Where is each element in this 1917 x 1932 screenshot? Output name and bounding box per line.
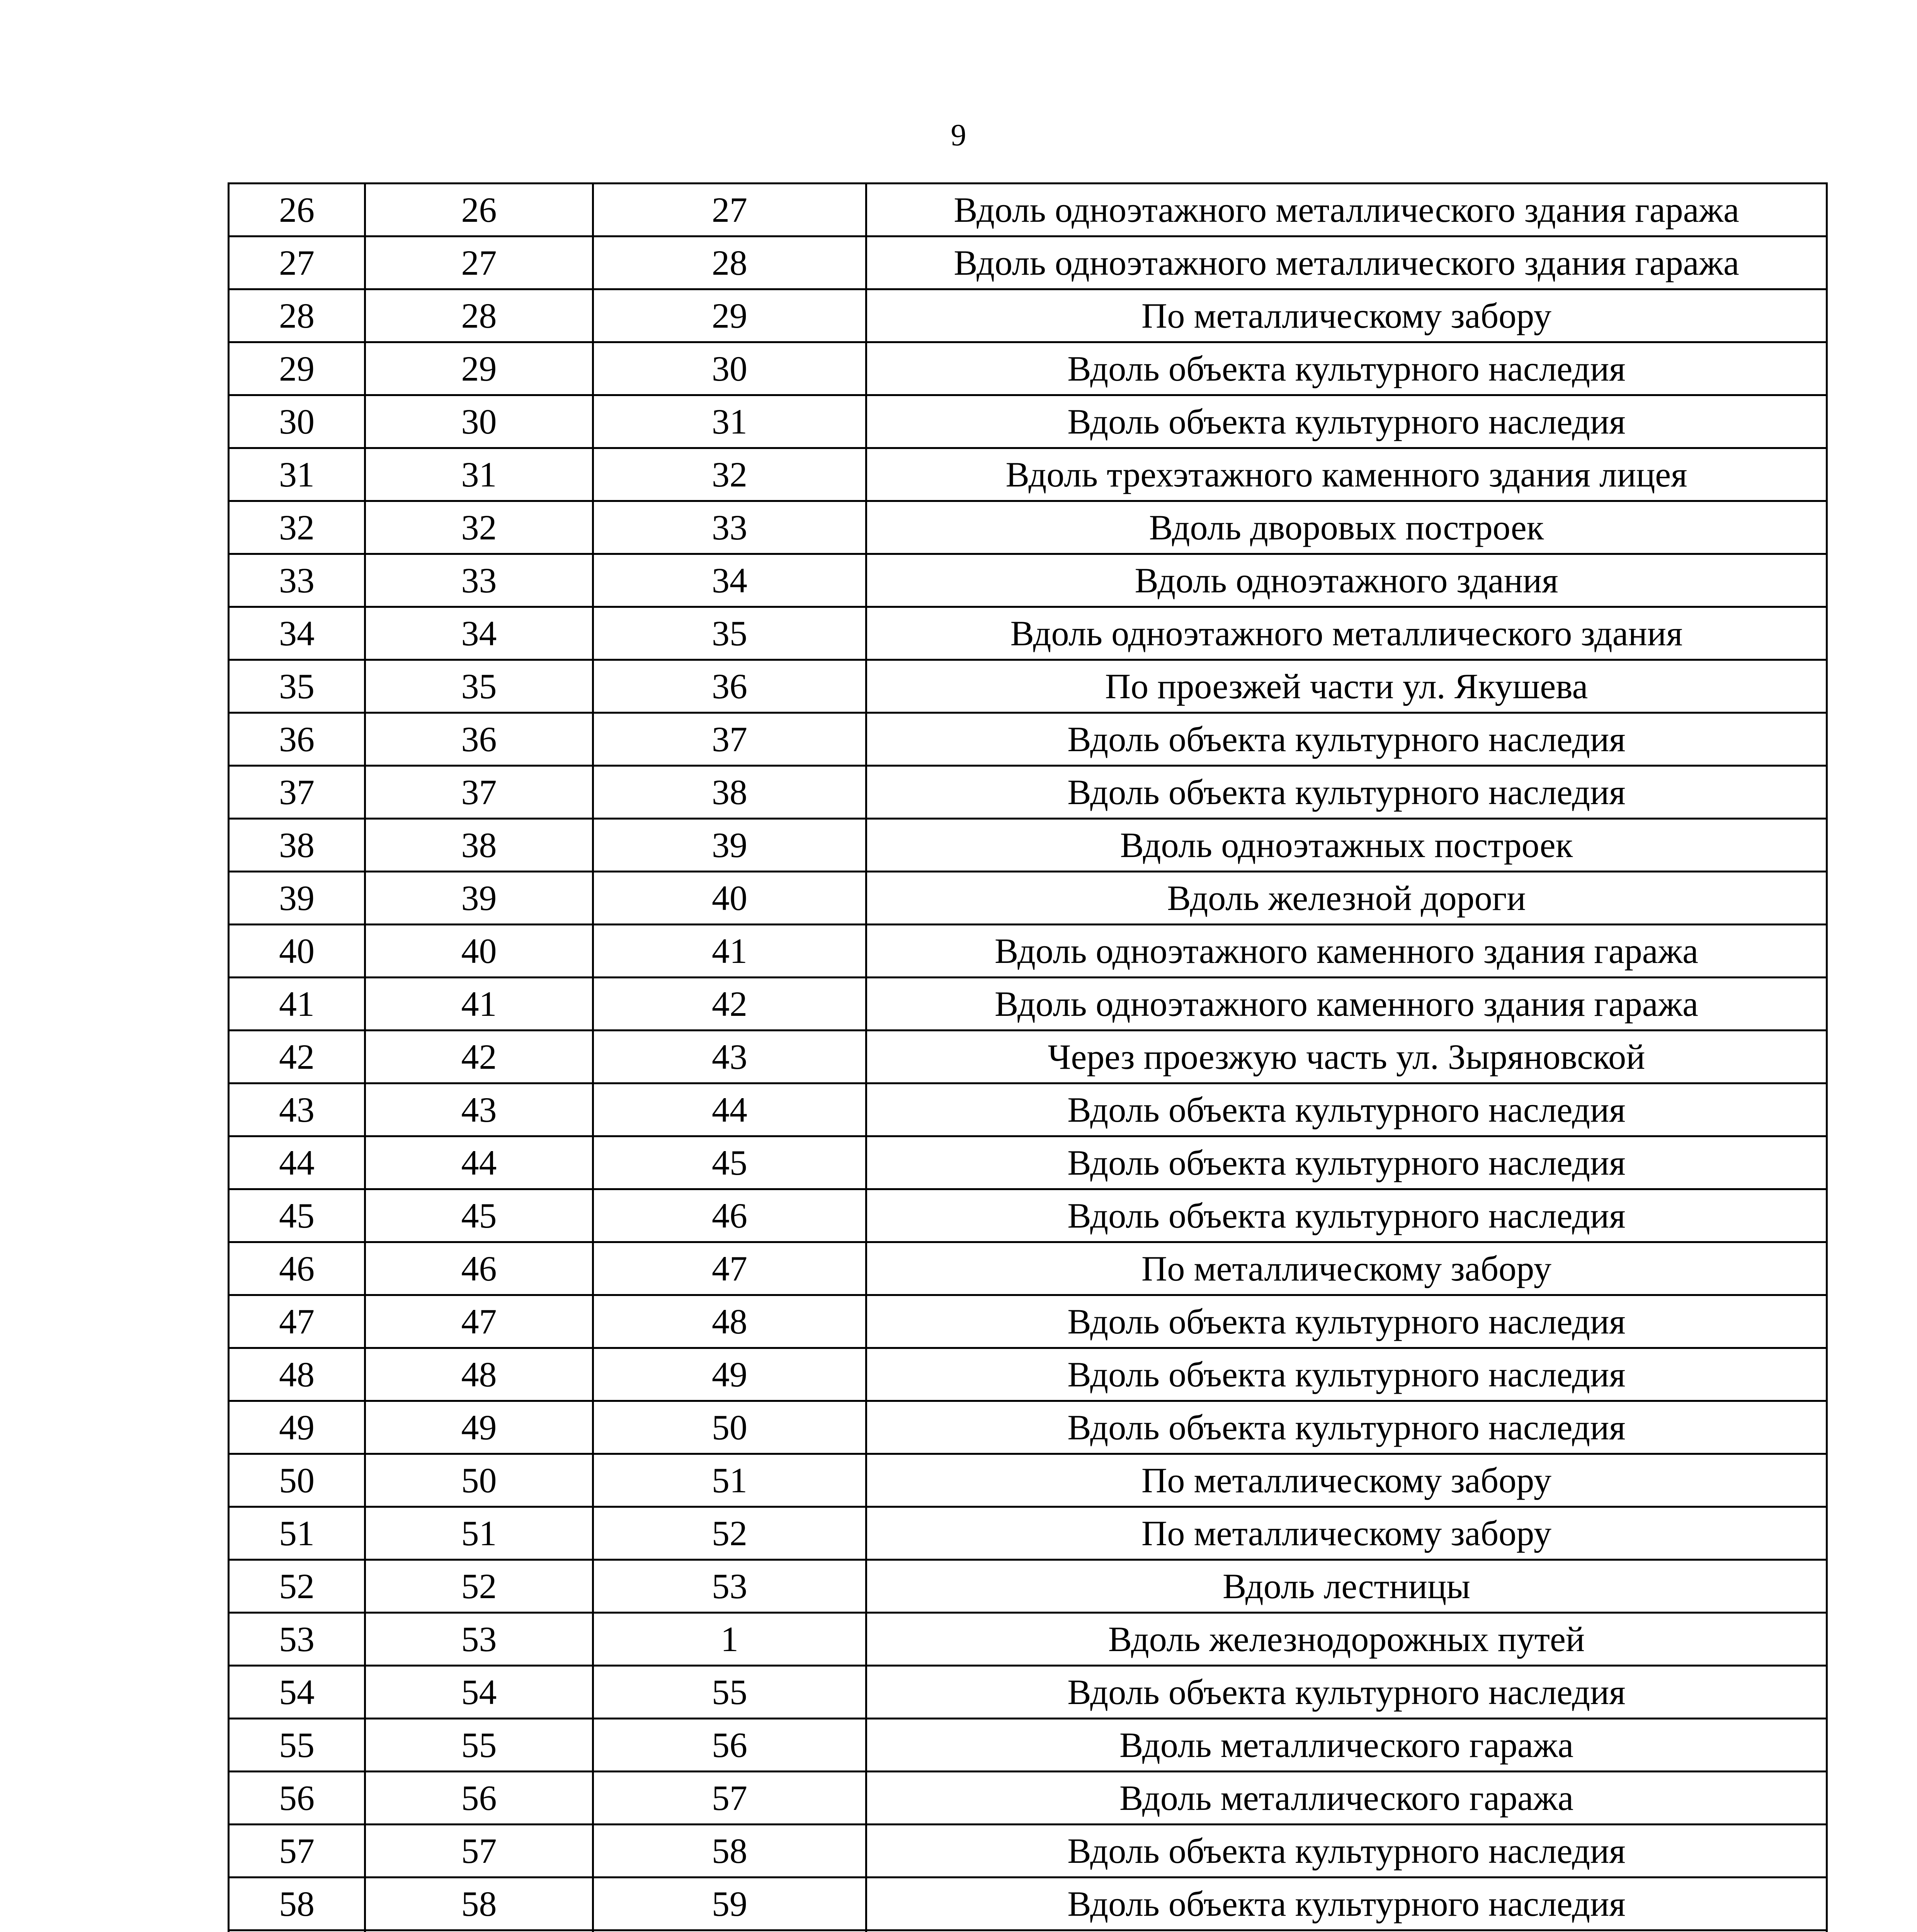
table-row xyxy=(229,554,1827,607)
table-row xyxy=(229,236,1827,289)
point-number-cell: 46 xyxy=(229,1242,365,1295)
boundary-description-cell: По металлическому забору xyxy=(866,1507,1827,1560)
boundary-description-cell: Вдоль объекта культурного наследия xyxy=(866,1666,1827,1719)
boundary-description-cell: Вдоль лестницы xyxy=(866,1560,1827,1613)
segment-from-cell: 40 xyxy=(365,925,593,978)
table-row xyxy=(229,925,1827,978)
segment-from-cell: 36 xyxy=(365,713,593,766)
segment-from-cell: 43 xyxy=(365,1083,593,1136)
segment-from-cell: 52 xyxy=(365,1560,593,1613)
segment-to-cell: 50 xyxy=(593,1401,866,1454)
page-number: 9 xyxy=(951,118,966,152)
table-row xyxy=(229,713,1827,766)
segment-to-cell: 34 xyxy=(593,554,866,607)
point-number-cell: 41 xyxy=(229,978,365,1031)
segment-from-cell: 29 xyxy=(365,342,593,395)
segment-from-cell: 51 xyxy=(365,1507,593,1560)
segment-to-cell: 46 xyxy=(593,1189,866,1242)
point-number-cell: 37 xyxy=(229,766,365,819)
boundary-description-cell: Вдоль одноэтажных построек xyxy=(866,819,1827,872)
segment-from-cell: 34 xyxy=(365,607,593,660)
segment-from-cell: 28 xyxy=(365,289,593,342)
segment-to-cell: 47 xyxy=(593,1242,866,1295)
table-body xyxy=(229,184,1827,1932)
table-row xyxy=(229,1242,1827,1295)
table-row xyxy=(229,766,1827,819)
table-row xyxy=(229,1772,1827,1825)
boundary-description-cell: Вдоль объекта культурного наследия xyxy=(866,766,1827,819)
table-row xyxy=(229,1348,1827,1401)
segment-to-cell: 33 xyxy=(593,501,866,554)
segment-to-cell: 53 xyxy=(593,1560,866,1613)
segment-from-cell: 53 xyxy=(365,1613,593,1666)
point-number-cell: 57 xyxy=(229,1825,365,1878)
boundary-description-cell: По проезжей части ул. Якушева xyxy=(866,660,1827,713)
segment-from-cell: 58 xyxy=(365,1878,593,1930)
boundary-description-cell: Вдоль металлического гаража xyxy=(866,1772,1827,1825)
point-number-cell: 27 xyxy=(229,236,365,289)
table-row xyxy=(229,1613,1827,1666)
segment-from-cell: 37 xyxy=(365,766,593,819)
point-number-cell: 56 xyxy=(229,1772,365,1825)
boundary-description-cell: Вдоль одноэтажного здания xyxy=(866,554,1827,607)
point-number-cell: 53 xyxy=(229,1613,365,1666)
segment-to-cell: 51 xyxy=(593,1454,866,1507)
point-number-cell: 58 xyxy=(229,1878,365,1930)
segment-to-cell: 40 xyxy=(593,872,866,925)
segment-from-cell: 26 xyxy=(365,184,593,236)
boundary-description-cell: Вдоль объекта культурного наследия xyxy=(866,1136,1827,1189)
boundary-description-cell: Вдоль объекта культурного наследия xyxy=(866,1083,1827,1136)
boundary-description-cell: Вдоль объекта культурного наследия xyxy=(866,1825,1827,1878)
segment-to-cell: 44 xyxy=(593,1083,866,1136)
segment-from-cell: 27 xyxy=(365,236,593,289)
segment-from-cell: 32 xyxy=(365,501,593,554)
table-row xyxy=(229,1560,1827,1613)
point-number-cell: 31 xyxy=(229,448,365,501)
segment-from-cell: 47 xyxy=(365,1295,593,1348)
table-row xyxy=(229,1454,1827,1507)
point-number-cell: 34 xyxy=(229,607,365,660)
boundary-description-cell: Вдоль объекта культурного наследия xyxy=(866,1348,1827,1401)
segment-to-cell: 30 xyxy=(593,342,866,395)
table-row xyxy=(229,342,1827,395)
segment-to-cell: 37 xyxy=(593,713,866,766)
boundary-description-cell: Вдоль одноэтажного каменного здания гаража xyxy=(866,925,1827,978)
table-row xyxy=(229,1825,1827,1878)
table-row xyxy=(229,1189,1827,1242)
point-number-cell: 40 xyxy=(229,925,365,978)
segment-from-cell: 57 xyxy=(365,1825,593,1878)
table-row xyxy=(229,1878,1827,1930)
point-number-cell: 39 xyxy=(229,872,365,925)
table-row xyxy=(229,395,1827,448)
segment-from-cell: 56 xyxy=(365,1772,593,1825)
point-number-cell: 32 xyxy=(229,501,365,554)
table-row xyxy=(229,1136,1827,1189)
segment-to-cell: 59 xyxy=(593,1878,866,1930)
table-row xyxy=(229,1295,1827,1348)
table-row xyxy=(229,660,1827,713)
segment-to-cell: 43 xyxy=(593,1031,866,1083)
boundary-description-cell: Вдоль объекта культурного наследия xyxy=(866,1878,1827,1930)
segment-from-cell: 42 xyxy=(365,1031,593,1083)
boundary-description-cell: Вдоль одноэтажного каменного здания гаража xyxy=(866,978,1827,1031)
segment-from-cell: 44 xyxy=(365,1136,593,1189)
point-number-cell: 55 xyxy=(229,1719,365,1772)
boundary-description-cell xyxy=(866,1930,1827,1932)
boundary-description-cell: Вдоль дворовых построек xyxy=(866,501,1827,554)
table-row xyxy=(229,448,1827,501)
segment-to-cell: 49 xyxy=(593,1348,866,1401)
segment-to-cell: 38 xyxy=(593,766,866,819)
segment-to-cell: 39 xyxy=(593,819,866,872)
table-row xyxy=(229,1719,1827,1772)
boundary-description-cell: Вдоль железнодорожных путей xyxy=(866,1613,1827,1666)
table-row xyxy=(229,1930,1827,1932)
boundary-description-cell: Вдоль металлического гаража xyxy=(866,1719,1827,1772)
table-row xyxy=(229,1083,1827,1136)
segment-from-cell: 48 xyxy=(365,1348,593,1401)
point-number-cell: 33 xyxy=(229,554,365,607)
segment-from-cell: 39 xyxy=(365,872,593,925)
segment-to-cell: 32 xyxy=(593,448,866,501)
table-row xyxy=(229,184,1827,236)
table-row xyxy=(229,872,1827,925)
table-row xyxy=(229,607,1827,660)
point-number-cell: 30 xyxy=(229,395,365,448)
boundary-table xyxy=(228,182,1828,1932)
segment-from-cell: 50 xyxy=(365,1454,593,1507)
boundary-description-cell: Вдоль объекта культурного наследия xyxy=(866,395,1827,448)
point-number-cell: 51 xyxy=(229,1507,365,1560)
point-number-cell: 29 xyxy=(229,342,365,395)
boundary-description-cell: Вдоль объекта культурного наследия xyxy=(866,713,1827,766)
point-number-cell: 45 xyxy=(229,1189,365,1242)
point-number-cell: 54 xyxy=(229,1666,365,1719)
table-row xyxy=(229,819,1827,872)
boundary-description-cell: Через проезжую часть ул. Зыряновской xyxy=(866,1031,1827,1083)
table-row xyxy=(229,978,1827,1031)
point-number-cell: 49 xyxy=(229,1401,365,1454)
segment-from-cell: 54 xyxy=(365,1666,593,1719)
segment-to-cell xyxy=(593,1930,866,1932)
boundary-description-cell: Вдоль одноэтажного металлического здания xyxy=(866,607,1827,660)
segment-to-cell: 36 xyxy=(593,660,866,713)
segment-from-cell: 41 xyxy=(365,978,593,1031)
table-row xyxy=(229,1031,1827,1083)
boundary-description-cell: Вдоль одноэтажного металлического здания гаража xyxy=(866,236,1827,289)
segment-to-cell: 41 xyxy=(593,925,866,978)
boundary-description-cell: Вдоль объекта культурного наследия xyxy=(866,1401,1827,1454)
point-number-cell: 35 xyxy=(229,660,365,713)
point-number-cell: 44 xyxy=(229,1136,365,1189)
point-number-cell xyxy=(229,1930,365,1932)
point-number-cell: 43 xyxy=(229,1083,365,1136)
table-row xyxy=(229,501,1827,554)
boundary-description-cell: По металлическому забору xyxy=(866,1454,1827,1507)
segment-to-cell: 57 xyxy=(593,1772,866,1825)
segment-from-cell: 30 xyxy=(365,395,593,448)
boundary-description-cell: Вдоль железной дороги xyxy=(866,872,1827,925)
point-number-cell: 36 xyxy=(229,713,365,766)
segment-from-cell: 33 xyxy=(365,554,593,607)
boundary-description-cell: Вдоль объекта культурного наследия xyxy=(866,342,1827,395)
boundary-description-cell: Вдоль трехэтажного каменного здания лицея xyxy=(866,448,1827,501)
point-number-cell: 50 xyxy=(229,1454,365,1507)
segment-from-cell: 55 xyxy=(365,1719,593,1772)
point-number-cell: 28 xyxy=(229,289,365,342)
segment-from-cell: 49 xyxy=(365,1401,593,1454)
point-number-cell: 47 xyxy=(229,1295,365,1348)
boundary-description-cell: Вдоль объекта культурного наследия xyxy=(866,1189,1827,1242)
segment-to-cell: 28 xyxy=(593,236,866,289)
segment-to-cell: 56 xyxy=(593,1719,866,1772)
segment-to-cell: 48 xyxy=(593,1295,866,1348)
segment-from-cell: 35 xyxy=(365,660,593,713)
segment-to-cell: 27 xyxy=(593,184,866,236)
point-number-cell: 52 xyxy=(229,1560,365,1613)
segment-to-cell: 58 xyxy=(593,1825,866,1878)
segment-to-cell: 1 xyxy=(593,1613,866,1666)
point-number-cell: 38 xyxy=(229,819,365,872)
segment-to-cell: 35 xyxy=(593,607,866,660)
segment-from-cell: 38 xyxy=(365,819,593,872)
point-number-cell: 48 xyxy=(229,1348,365,1401)
point-number-cell: 26 xyxy=(229,184,365,236)
boundary-description-cell: По металлическому забору xyxy=(866,289,1827,342)
segment-from-cell xyxy=(365,1930,593,1932)
segment-to-cell: 45 xyxy=(593,1136,866,1189)
boundary-description-cell: Вдоль одноэтажного металлического здания гаража xyxy=(866,184,1827,236)
segment-to-cell: 29 xyxy=(593,289,866,342)
segment-from-cell: 31 xyxy=(365,448,593,501)
boundary-description-cell: По металлическому забору xyxy=(866,1242,1827,1295)
table-row xyxy=(229,1666,1827,1719)
table-row xyxy=(229,1401,1827,1454)
point-number-cell: 42 xyxy=(229,1031,365,1083)
segment-from-cell: 45 xyxy=(365,1189,593,1242)
segment-to-cell: 55 xyxy=(593,1666,866,1719)
boundary-description-cell: Вдоль объекта культурного наследия xyxy=(866,1295,1827,1348)
segment-to-cell: 31 xyxy=(593,395,866,448)
segment-to-cell: 42 xyxy=(593,978,866,1031)
segment-from-cell: 46 xyxy=(365,1242,593,1295)
table-row xyxy=(229,1507,1827,1560)
table-row xyxy=(229,289,1827,342)
segment-to-cell: 52 xyxy=(593,1507,866,1560)
